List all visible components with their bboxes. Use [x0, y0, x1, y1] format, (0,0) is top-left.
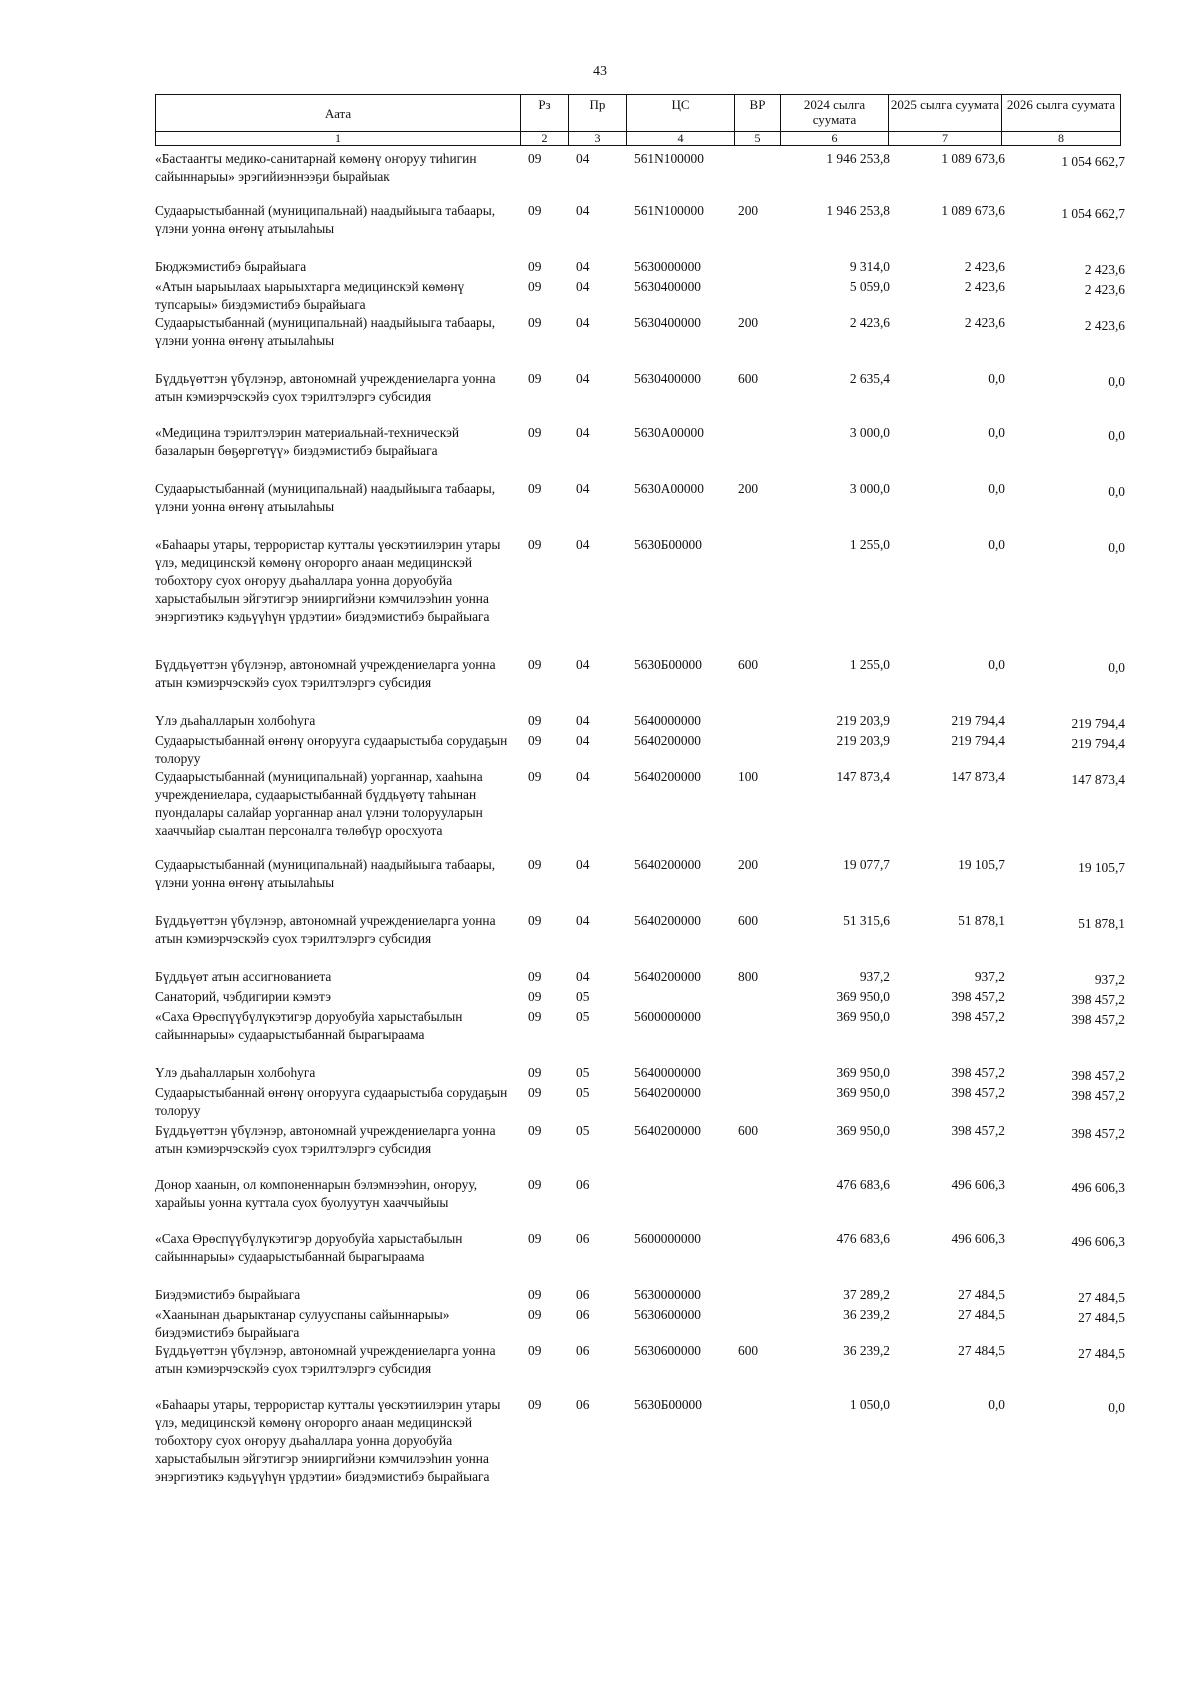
row-rz: 09	[528, 657, 542, 672]
row-pr: 04	[576, 203, 590, 218]
row-cs: 5630400000	[634, 279, 701, 294]
row-value-2026: 398 457,2	[1071, 1012, 1125, 1027]
row-value-2024: 369 950,0	[836, 1123, 890, 1138]
row-value-2026: 0,0	[1108, 374, 1125, 389]
row-value-2026: 496 606,3	[1071, 1180, 1125, 1195]
table-row	[155, 712, 1135, 732]
row-cs: 5630400000	[634, 371, 701, 386]
row-value-2025: 19 105,7	[958, 857, 1005, 872]
row-rz: 09	[528, 315, 542, 330]
row-cs: 5640200000	[634, 857, 701, 872]
row-value-2024: 36 239,2	[843, 1343, 890, 1358]
row-value-2024: 3 000,0	[849, 425, 890, 440]
row-cs: 5640000000	[634, 713, 701, 728]
row-pr: 04	[576, 913, 590, 928]
row-cs: 561N100000	[634, 203, 704, 218]
row-cs: 5630Б00000	[634, 1397, 702, 1412]
col-header-vr: ВР	[735, 95, 781, 132]
row-pr: 04	[576, 657, 590, 672]
row-value-2026: 219 794,4	[1071, 716, 1125, 731]
col-header-rz: Рз	[521, 95, 569, 132]
row-value-2026: 2 423,6	[1084, 262, 1125, 277]
row-name: Санаторий, чэбдигирии кэмэтэ	[155, 989, 331, 1004]
table-row	[155, 968, 1135, 988]
row-value-2026: 0,0	[1108, 660, 1125, 675]
row-pr: 04	[576, 279, 590, 294]
row-pr: 04	[576, 537, 590, 552]
row-name: «Бастааҥгы медико-санитарнай көмөнү оҥоруу тиһигин сайыннарыы» эрэгийиэннээҕи бырайыак	[155, 151, 477, 184]
row-value-2024: 1 946 253,8	[826, 203, 890, 218]
row-pr: 06	[576, 1177, 590, 1192]
table-row	[155, 314, 1135, 370]
row-name: Судаарыстыбаннай (муниципальнай) наадыйыыга табаары, үлэни уонна өҥөнү атыылаһыы	[155, 857, 496, 890]
row-cs: 5640200000	[634, 969, 701, 984]
row-pr: 04	[576, 151, 590, 166]
row-value-2024: 51 315,6	[843, 913, 890, 928]
row-name: «Баһаары утары, террористар кутталы үөскэтиилэрин утары үлэ, медицинскэй көмөнү оҥорорго анаан медицинскэй тобохтору суох оҥоруу дьаһаллара уонна доруобуйа харыстабылын эйгэтигэр энииргийэни кэмчилээһин уонна энэргиэтикэ кэдьүүһүн үрдэтии» биэдэмистибэ бырайыага	[155, 537, 501, 624]
row-rz: 09	[528, 537, 542, 552]
row-vr: 100	[738, 769, 759, 784]
row-value-2025: 0,0	[988, 537, 1005, 552]
table-row	[155, 1342, 1135, 1396]
row-value-2024: 2 423,6	[849, 315, 890, 330]
row-value-2026: 51 878,1	[1078, 916, 1125, 931]
row-value-2025: 219 794,4	[951, 713, 1005, 728]
table-row	[155, 202, 1135, 258]
table-row	[155, 370, 1135, 424]
table-row	[155, 768, 1135, 856]
row-pr: 04	[576, 371, 590, 386]
row-pr: 06	[576, 1307, 590, 1322]
col-number: 8	[1002, 132, 1121, 146]
row-vr: 600	[738, 913, 759, 928]
row-vr: 600	[738, 371, 759, 386]
row-value-2024: 369 950,0	[836, 1009, 890, 1024]
col-header-2026: 2026 сылга суумата	[1002, 95, 1121, 132]
row-value-2024: 5 059,0	[849, 279, 890, 294]
col-number: 3	[569, 132, 627, 146]
row-value-2026: 1 054 662,7	[1061, 206, 1125, 221]
row-value-2025: 0,0	[988, 657, 1005, 672]
row-value-2025: 219 794,4	[951, 733, 1005, 748]
row-cs: 5630600000	[634, 1343, 701, 1358]
row-vr: 200	[738, 315, 759, 330]
col-number: 6	[781, 132, 889, 146]
row-rz: 09	[528, 769, 542, 784]
row-value-2025: 51 878,1	[958, 913, 1005, 928]
row-cs: 5630А00000	[634, 425, 704, 440]
row-name: Донор хаанын, ол компоненнарын бэлэмнээһин, оҥоруу, харайыы уонна куттала суох буолуутун хааччыйыы	[155, 1177, 478, 1210]
row-value-2026: 398 457,2	[1071, 1126, 1125, 1141]
table-row	[155, 258, 1135, 278]
col-number: 2	[521, 132, 569, 146]
row-pr: 06	[576, 1287, 590, 1302]
row-vr: 800	[738, 969, 759, 984]
table-row	[155, 278, 1135, 314]
row-pr: 05	[576, 1085, 590, 1100]
row-pr: 06	[576, 1231, 590, 1246]
row-name: Биэдэмистибэ бырайыага	[155, 1287, 301, 1302]
row-cs: 5600000000	[634, 1009, 701, 1024]
row-value-2026: 496 606,3	[1071, 1234, 1125, 1249]
row-value-2025: 0,0	[988, 481, 1005, 496]
row-value-2026: 2 423,6	[1084, 282, 1125, 297]
row-value-2024: 219 203,9	[836, 733, 890, 748]
row-pr: 04	[576, 259, 590, 274]
row-rz: 09	[528, 1397, 542, 1412]
row-cs: 5640200000	[634, 733, 701, 748]
row-rz: 09	[528, 1009, 542, 1024]
row-pr: 04	[576, 425, 590, 440]
header-labels-row	[156, 95, 1121, 132]
row-value-2024: 476 683,6	[836, 1177, 890, 1192]
table-header	[155, 94, 1121, 146]
row-rz: 09	[528, 1307, 542, 1322]
row-value-2024: 1 255,0	[849, 657, 890, 672]
table-row	[155, 1306, 1135, 1342]
row-value-2024: 1 946 253,8	[826, 151, 890, 166]
row-value-2025: 0,0	[988, 371, 1005, 386]
header-numbers-row	[156, 132, 1121, 146]
table-row	[155, 1176, 1135, 1230]
row-value-2026: 0,0	[1108, 428, 1125, 443]
row-rz: 09	[528, 713, 542, 728]
table-row	[155, 1396, 1135, 1506]
row-value-2024: 369 950,0	[836, 989, 890, 1004]
row-rz: 09	[528, 1287, 542, 1302]
row-cs: 5630Б00000	[634, 657, 702, 672]
row-value-2024: 1 255,0	[849, 537, 890, 552]
row-name: Судаарыстыбаннай (муниципальнай) уорганнар, хааһына учреждениелара, судаарыстыбаннай бүддьүөтү таһынан пуондалары салайар уорганнар анал үлэни толорууларын хааччыйар сыалтан персоналга төлөбүр оросхуота	[155, 769, 483, 838]
row-rz: 09	[528, 425, 542, 440]
table-row	[155, 988, 1135, 1008]
row-name: Бүддьүөттэн үбүлэнэр, автономнай учреждениеларга уонна атын кэмиэрчэскэйэ суох тэрилтэлэргэ субсидия	[155, 371, 496, 404]
row-name: «Саха Өрөспүүбүлүкэтигэр доруобуйа харыстабылын сайыннарыы» судаарыстыбаннай бырагыраама	[155, 1231, 463, 1264]
row-rz: 09	[528, 1085, 542, 1100]
row-rz: 09	[528, 989, 542, 1004]
row-value-2026: 0,0	[1108, 540, 1125, 555]
row-cs: 561N100000	[634, 151, 704, 166]
row-rz: 09	[528, 481, 542, 496]
row-name: Бүддьүөттэн үбүлэнэр, автономнай учреждениеларга уонна атын кэмиэрчэскэйэ суох тэрилтэлэргэ субсидия	[155, 1343, 496, 1376]
row-cs: 5640200000	[634, 1123, 701, 1138]
table-row	[155, 1008, 1135, 1064]
row-cs: 5640200000	[634, 913, 701, 928]
row-value-2026: 0,0	[1108, 484, 1125, 499]
row-pr: 05	[576, 1123, 590, 1138]
col-number: 4	[627, 132, 735, 146]
row-name: Бюджэмистибэ бырайыага	[155, 259, 307, 274]
row-value-2024: 219 203,9	[836, 713, 890, 728]
row-cs: 5630400000	[634, 315, 701, 330]
table-row	[155, 732, 1135, 768]
table-row	[155, 1122, 1135, 1176]
page-number: 43	[593, 64, 607, 79]
row-name: Судаарыстыбаннай (муниципальнай) наадыйыыга табаары, үлэни уонна өҥөнү атыылаһыы	[155, 203, 496, 236]
row-value-2025: 496 606,3	[951, 1177, 1005, 1192]
row-cs: 5640200000	[634, 1085, 701, 1100]
row-value-2026: 27 484,5	[1078, 1290, 1125, 1305]
col-header-pr: Пр	[569, 95, 627, 132]
col-header-name: Аата	[156, 95, 521, 132]
row-value-2024: 9 314,0	[849, 259, 890, 274]
table-row	[155, 424, 1135, 480]
row-rz: 09	[528, 1343, 542, 1358]
row-pr: 06	[576, 1343, 590, 1358]
row-pr: 04	[576, 969, 590, 984]
row-value-2024: 369 950,0	[836, 1065, 890, 1080]
row-name: Судаарыстыбаннай (муниципальнай) наадыйыыга табаары, үлэни уонна өҥөнү атыылаһыы	[155, 481, 496, 514]
table-row	[155, 912, 1135, 968]
row-value-2024: 1 050,0	[849, 1397, 890, 1412]
row-name: Судаарыстыбаннай өҥөнү оҥорууга судаарыстыба сорудаҕын толоруу	[155, 1085, 508, 1118]
row-name: Үлэ дьаһалларын холбоһуга	[155, 713, 316, 728]
row-vr: 600	[738, 657, 759, 672]
row-cs: 5640200000	[634, 769, 701, 784]
row-rz: 09	[528, 1231, 542, 1246]
row-rz: 09	[528, 151, 542, 166]
row-value-2025: 27 484,5	[958, 1287, 1005, 1302]
row-name: «Атын ыарыылаах ыарыыхтарга медицинскэй көмөнү тупсарыы» биэдэмистибэ бырайыага	[155, 279, 465, 312]
col-header-2025: 2025 сылга суумата	[889, 95, 1002, 132]
row-value-2025: 937,2	[974, 969, 1005, 984]
table-row	[155, 536, 1135, 656]
row-pr: 04	[576, 315, 590, 330]
row-value-2025: 398 457,2	[951, 1085, 1005, 1100]
row-pr: 05	[576, 1009, 590, 1024]
row-pr: 05	[576, 1065, 590, 1080]
row-name: Үлэ дьаһалларын холбоһуга	[155, 1065, 316, 1080]
row-value-2025: 27 484,5	[958, 1343, 1005, 1358]
row-rz: 09	[528, 857, 542, 872]
row-rz: 09	[528, 371, 542, 386]
row-value-2025: 1 089 673,6	[941, 151, 1005, 166]
row-cs: 5630600000	[634, 1307, 701, 1322]
row-value-2025: 0,0	[988, 425, 1005, 440]
row-cs: 5600000000	[634, 1231, 701, 1246]
row-value-2024: 36 239,2	[843, 1307, 890, 1322]
row-cs: 5630000000	[634, 1287, 701, 1302]
row-rz: 09	[528, 1123, 542, 1138]
row-pr: 04	[576, 733, 590, 748]
row-rz: 09	[528, 1065, 542, 1080]
row-value-2024: 19 077,7	[843, 857, 890, 872]
row-value-2026: 1 054 662,7	[1061, 154, 1125, 169]
col-number: 1	[156, 132, 521, 146]
row-value-2024: 2 635,4	[849, 371, 890, 386]
row-name: «Медицина тэрилтэлэрин материальнай-техническэй базаларын бөҕөргөтүү» биэдэмистибэ бырайыага	[155, 425, 459, 458]
row-value-2026: 19 105,7	[1078, 860, 1125, 875]
row-value-2024: 37 289,2	[843, 1287, 890, 1302]
row-value-2025: 27 484,5	[958, 1307, 1005, 1322]
row-vr: 200	[738, 857, 759, 872]
row-rz: 09	[528, 203, 542, 218]
row-name: Судаарыстыбаннай (муниципальнай) наадыйыыга табаары, үлэни уонна өҥөнү атыылаһыы	[155, 315, 496, 348]
row-vr: 200	[738, 481, 759, 496]
col-number: 5	[735, 132, 781, 146]
row-value-2025: 1 089 673,6	[941, 203, 1005, 218]
table-row	[155, 480, 1135, 536]
col-header-cs: ЦС	[627, 95, 735, 132]
row-value-2026: 2 423,6	[1084, 318, 1125, 333]
row-value-2024: 147 873,4	[836, 769, 890, 784]
row-name: Бүддьүөттэн үбүлэнэр, автономнай учреждениеларга уонна атын кэмиэрчэскэйэ суох тэрилтэлэргэ субсидия	[155, 913, 496, 946]
row-name: «Хаанынан дьарыктанар сулууспаны сайыннарыы» биэдэмистибэ бырайыага	[155, 1307, 450, 1340]
row-value-2025: 398 457,2	[951, 1009, 1005, 1024]
row-cs: 5630000000	[634, 259, 701, 274]
row-value-2025: 2 423,6	[964, 315, 1005, 330]
row-value-2026: 398 457,2	[1071, 992, 1125, 1007]
row-name: «Баһаары утары, террористар кутталы үөскэтиилэрин утары үлэ, медицинскэй көмөнү оҥорорго анаан медицинскэй тобохтору суох оҥоруу дьаһаллара уонна доруобуйа харыстабылын эйгэтигэр энииргийэни кэмчилээһин уонна энэргиэтикэ кэдьүүһүн үрдэтии» биэдэмистибэ бырайыага	[155, 1397, 501, 1484]
row-cs: 5630Б00000	[634, 537, 702, 552]
row-value-2024: 476 683,6	[836, 1231, 890, 1246]
row-cs: 5640000000	[634, 1065, 701, 1080]
table-row	[155, 856, 1135, 912]
table-row	[155, 1064, 1135, 1084]
row-rz: 09	[528, 279, 542, 294]
row-value-2026: 398 457,2	[1071, 1068, 1125, 1083]
row-value-2025: 0,0	[988, 1397, 1005, 1412]
row-value-2025: 398 457,2	[951, 1123, 1005, 1138]
row-pr: 04	[576, 481, 590, 496]
row-value-2026: 219 794,4	[1071, 736, 1125, 751]
row-rz: 09	[528, 913, 542, 928]
row-cs: 5630А00000	[634, 481, 704, 496]
row-pr: 06	[576, 1397, 590, 1412]
row-value-2025: 496 606,3	[951, 1231, 1005, 1246]
row-value-2025: 398 457,2	[951, 989, 1005, 1004]
row-pr: 05	[576, 989, 590, 1004]
table-row	[155, 1286, 1135, 1306]
row-vr: 600	[738, 1343, 759, 1358]
table-row	[155, 656, 1135, 712]
row-rz: 09	[528, 969, 542, 984]
row-value-2026: 398 457,2	[1071, 1088, 1125, 1103]
row-name: Бүддьүөт атын ассигнованиета	[155, 969, 332, 984]
col-header-2024: 2024 сылга суумата	[781, 95, 889, 132]
row-pr: 04	[576, 857, 590, 872]
row-value-2025: 2 423,6	[964, 279, 1005, 294]
row-value-2025: 147 873,4	[951, 769, 1005, 784]
row-name: «Саха Өрөспүүбүлүкэтигэр доруобуйа харыстабылын сайыннарыы» судаарыстыбаннай бырагыраама	[155, 1009, 463, 1042]
row-pr: 04	[576, 713, 590, 728]
table-body	[155, 150, 1135, 1506]
row-value-2026: 147 873,4	[1071, 772, 1125, 787]
row-rz: 09	[528, 1177, 542, 1192]
row-vr: 600	[738, 1123, 759, 1138]
row-name: Бүддьүөттэн үбүлэнэр, автономнай учреждениеларга уонна атын кэмиэрчэскэйэ суох тэрилтэлэргэ субсидия	[155, 1123, 496, 1156]
row-value-2026: 27 484,5	[1078, 1310, 1125, 1325]
row-value-2024: 369 950,0	[836, 1085, 890, 1100]
row-value-2026: 27 484,5	[1078, 1346, 1125, 1361]
row-name: Бүддьүөттэн үбүлэнэр, автономнай учреждениеларга уонна атын кэмиэрчэскэйэ суох тэрилтэлэргэ субсидия	[155, 657, 496, 690]
table-row	[155, 1084, 1135, 1122]
row-vr: 200	[738, 203, 759, 218]
row-value-2025: 398 457,2	[951, 1065, 1005, 1080]
table-row	[155, 1230, 1135, 1286]
table-row	[155, 150, 1135, 202]
row-value-2026: 0,0	[1108, 1400, 1125, 1415]
row-pr: 04	[576, 769, 590, 784]
row-rz: 09	[528, 733, 542, 748]
row-name: Судаарыстыбаннай өҥөнү оҥорууга судаарыстыба сорудаҕын толоруу	[155, 733, 508, 766]
row-value-2024: 3 000,0	[849, 481, 890, 496]
row-value-2026: 937,2	[1094, 972, 1125, 987]
col-number: 7	[889, 132, 1002, 146]
row-value-2025: 2 423,6	[964, 259, 1005, 274]
row-value-2024: 937,2	[859, 969, 890, 984]
row-rz: 09	[528, 259, 542, 274]
